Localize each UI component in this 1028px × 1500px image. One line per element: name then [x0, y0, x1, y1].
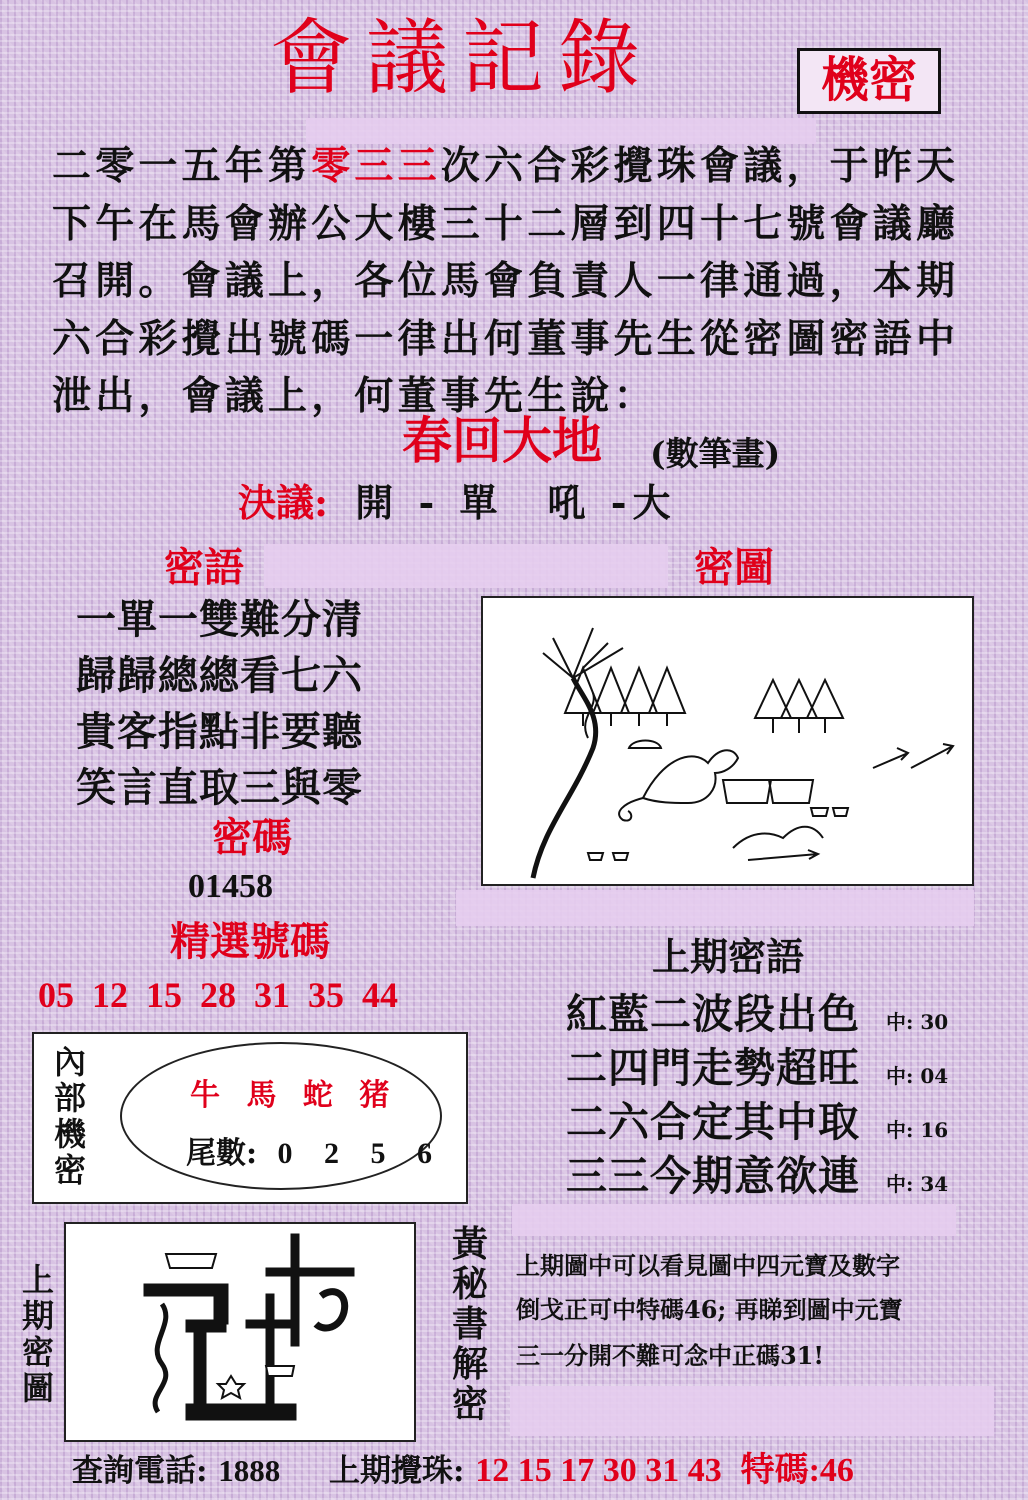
- resolution-label: 決議:: [238, 480, 329, 525]
- draw-label: 上期攪珠:: [329, 1453, 465, 1489]
- prev-words-line: 二六合定其中取: [566, 1098, 860, 1146]
- intro-line: 召開。會議上，各位馬會負責人一律通過，本期: [52, 258, 960, 304]
- decor-band: [512, 1204, 956, 1236]
- intro-line: 六合彩攪出號碼一律出何董事先生從密圖密語中: [52, 315, 960, 362]
- secretary-label: 黃秘書解密: [451, 1223, 488, 1425]
- inner-secret-label: 內部機密: [53, 1043, 86, 1189]
- secret-words-line: 歸歸總總看七六: [76, 652, 363, 699]
- secret-code-value: 01458: [188, 868, 273, 905]
- secretary-line: 倒戈正可中特碼46; 再睇到圖中元寶: [516, 1295, 903, 1324]
- resolution-value: 開 - 單 吼 -大: [355, 480, 677, 525]
- secret-words-line: 一單一雙難分清: [76, 596, 363, 643]
- prev-picture-label: 上期密圖: [21, 1261, 54, 1407]
- riddle-note: (數筆畫): [650, 434, 781, 473]
- phone-number: 1888: [218, 1453, 281, 1488]
- secret-words-line: 笑言直取三與零: [76, 764, 363, 811]
- footer: [72, 1454, 854, 1488]
- decor-band: [264, 544, 668, 588]
- prev-words-line: 紅藍二波段出色: [566, 990, 860, 1038]
- secret-words-heading: 密語: [164, 544, 244, 591]
- page-title: 會議記錄: [270, 11, 655, 106]
- inner-zodiac: 牛 馬 蛇 猪: [190, 1078, 398, 1113]
- prev-words-hit: 中: 04: [886, 1064, 949, 1088]
- picks-heading: 精選號碼: [170, 918, 330, 965]
- inner-tail-value: 0 2 5 6: [277, 1137, 445, 1170]
- intro-line: 泄出，會議上，何董事先生說：: [52, 373, 657, 419]
- phone-label: 查詢電話:: [72, 1453, 208, 1489]
- decor-band: [510, 1386, 994, 1436]
- secret-picture: [481, 596, 974, 886]
- riddle-text: 春回大地: [402, 411, 602, 470]
- picks-numbers: 05 12 15 28 31 35 44: [38, 975, 398, 1015]
- prev-words-hit: 中: 30: [886, 1010, 949, 1034]
- prev-words-hit: 中: 16: [886, 1118, 949, 1142]
- secret-picture-illustration: [483, 598, 972, 884]
- secret-badge: 機密: [797, 48, 941, 114]
- prev-words-heading: 上期密語: [652, 934, 805, 979]
- prev-words-line: 二四門走勢超旺: [566, 1044, 860, 1092]
- secretary-line: 上期圖中可以看見圖中四元寶及數字: [516, 1251, 900, 1280]
- special-number: 特碼:46: [740, 1452, 854, 1489]
- issue-number: 零三三: [311, 143, 441, 189]
- inner-tail: [186, 1128, 444, 1172]
- prev-words-hit: 中: 34: [886, 1172, 949, 1196]
- secret-code-heading: 密碼: [212, 814, 292, 861]
- resolution: [238, 480, 677, 525]
- secretary-line: 三一分開不難可念中正碼31!: [516, 1341, 824, 1370]
- secret-picture-heading: 密圖: [694, 544, 774, 591]
- inner-tail-label: 尾數:: [186, 1136, 258, 1171]
- prev-words-line: 三三今期意欲連: [566, 1152, 860, 1200]
- intro-paragraph: [52, 138, 992, 426]
- prev-picture: [64, 1222, 416, 1442]
- draw-numbers: 12 15 17 30 31 43: [475, 1452, 722, 1489]
- secret-words-line: 貴客指點非要聽: [76, 708, 363, 755]
- intro-line: 二零一五年第零三三次六合彩攪珠會議，于昨天: [52, 143, 960, 189]
- prev-picture-illustration: [66, 1224, 414, 1440]
- intro-line: 下午在馬會辦公大樓三十二層到四十七號會議廳: [52, 200, 960, 247]
- decor-band: [456, 890, 974, 926]
